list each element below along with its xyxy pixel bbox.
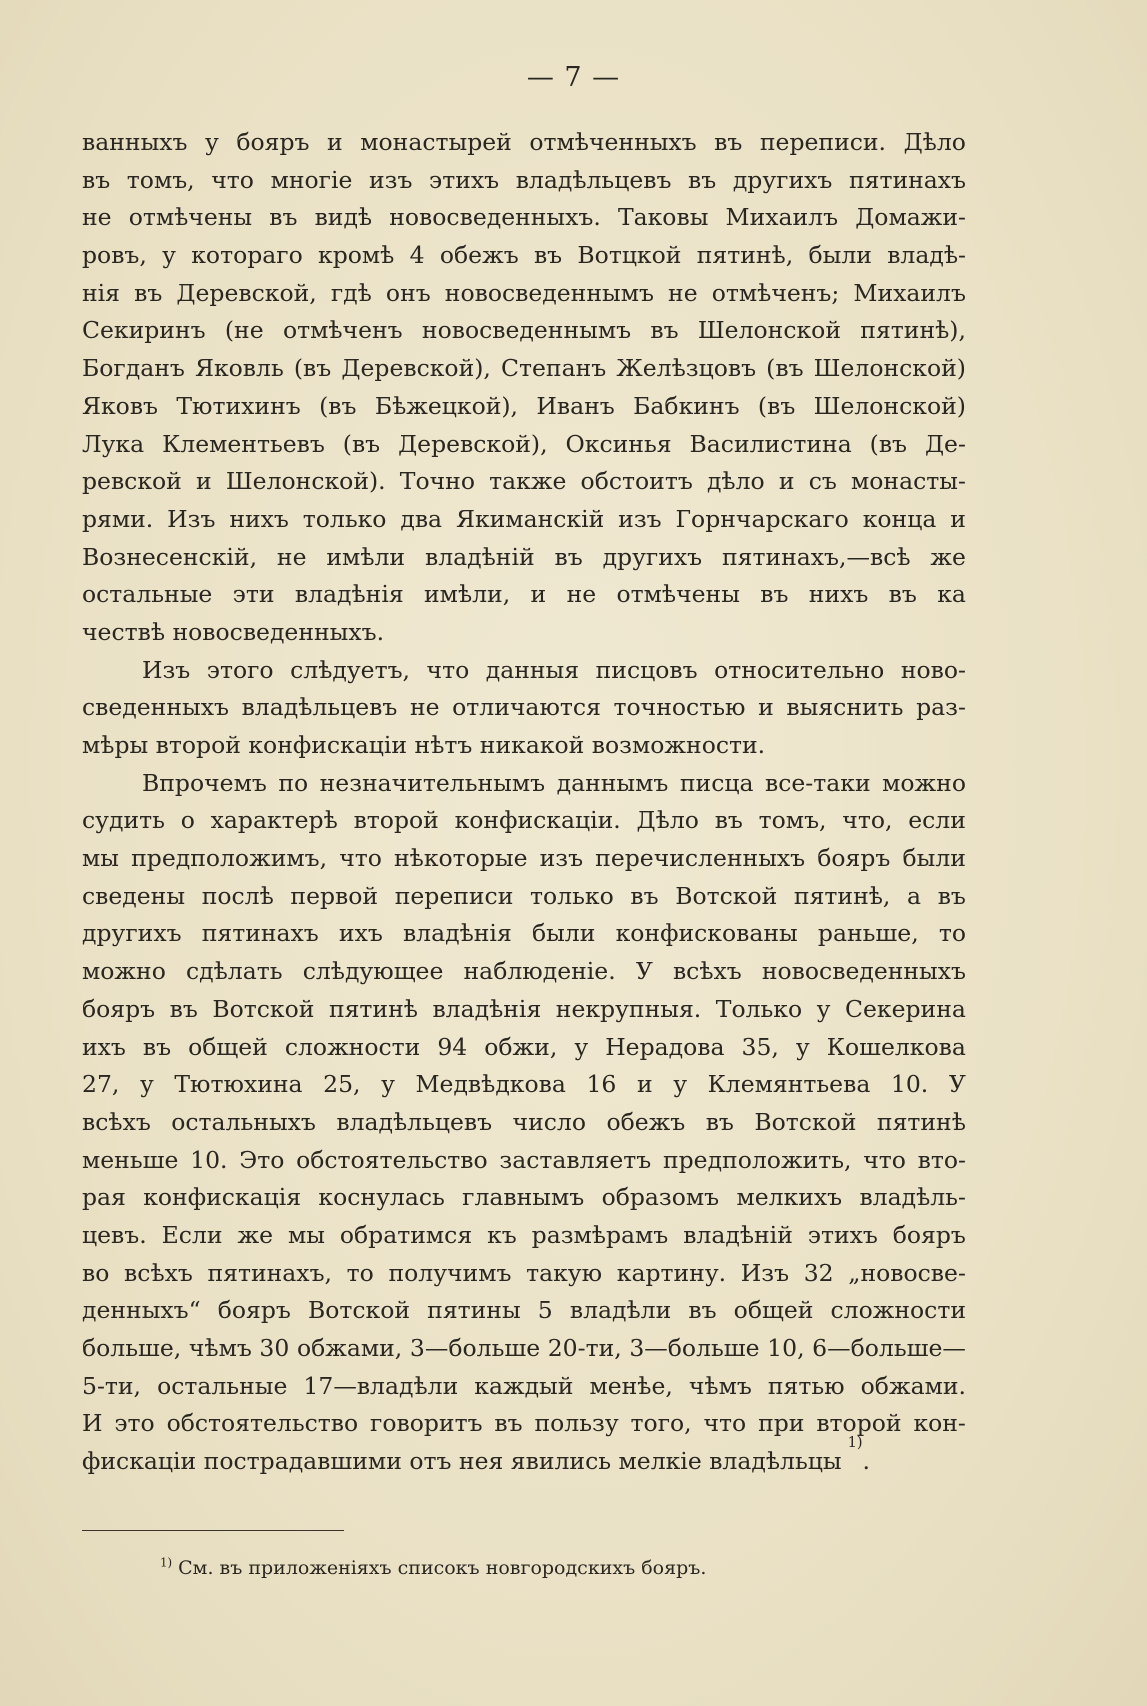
text-line (82, 1142, 966, 1180)
line-text: рая конфискація коснулась главнымъ образомъ мелкихъ владѣль- (82, 1183, 966, 1212)
text-line (82, 1104, 966, 1142)
line-text: Секиринъ (не отмѣченъ новосведеннымъ въ Шелонской пятинѣ), (82, 316, 966, 345)
line-text: сведенныхъ владѣльцевъ не отличаются точностью и выяснить раз- (82, 693, 966, 722)
text-line (82, 1292, 966, 1330)
line-text: въ томъ, что многіе изъ этихъ владѣльцевъ въ другихъ пятинахъ (82, 165, 966, 194)
text-line (82, 463, 966, 501)
text-line (82, 953, 966, 991)
line-text: мы предположимъ, что нѣкоторые изъ перечисленныхъ бояръ были (82, 844, 966, 873)
text-line (82, 765, 966, 803)
text-line (82, 426, 966, 464)
line-text: Впрочемъ по незначительнымъ даннымъ писца все-таки можно (142, 768, 966, 797)
text-line (82, 878, 966, 916)
line-text: Вознесенскій, не имѣли владѣній въ другихъ пятинахъ,—всѣ же (82, 542, 966, 571)
line-text: ванныхъ у бояръ и монастырей отмѣченныхъ въ переписи. Дѣло (82, 128, 966, 156)
line-text: больше, чѣмъ 30 обжами, 3—больше 20-ти, 3—больше 10, 6—больше— (82, 1334, 966, 1362)
line-text: И это обстоятельство говоритъ въ пользу того, что при второй кон- (82, 1409, 966, 1438)
text-line (82, 275, 966, 313)
footnote-marker: 1) (160, 1555, 173, 1570)
text-line (82, 840, 966, 878)
text-line (82, 802, 966, 840)
text-line (82, 1434, 966, 1481)
line-text: Богданъ Яковль (въ Деревской), Степанъ Желѣзцовъ (въ Шелонской) (82, 354, 966, 383)
text-line (82, 1368, 966, 1406)
text-line (82, 1179, 966, 1217)
line-text: Изъ этого слѣдуетъ, что данныя писцовъ относительно ново- (142, 655, 966, 684)
text-line (82, 162, 966, 200)
text-line (82, 501, 966, 539)
text-line (82, 1255, 966, 1293)
text-line (82, 199, 966, 237)
line-text: денныхъ“ бояръ Вотской пятины 5 владѣли въ общей сложности (82, 1296, 966, 1325)
line-text: 27, у Тютюхина 25, у Медвѣдкова 16 и у Клемянтьева 10. У (82, 1070, 966, 1099)
text-line (82, 237, 966, 275)
line-text: рями. Изъ нихъ только два Якиманскій изъ Горнчарскаго конца и (82, 504, 966, 533)
line-text: судить о характерѣ второй конфискаціи. Дѣло въ томъ, что, если (82, 806, 966, 835)
line-text: можно сдѣлать слѣдующее наблюденіе. У всѣхъ новосведенныхъ (82, 957, 966, 986)
line-text: сведены послѣ первой переписи только въ Вотской пятинѣ, а въ (82, 881, 966, 910)
page-number: — 7 — (526, 62, 621, 93)
line-text: остальные эти владѣнія имѣли, и не отмѣчены въ нихъ въ ка (82, 580, 966, 609)
text-line (82, 1217, 966, 1255)
line-text: другихъ пятинахъ ихъ владѣнія были конфискованы раньше, то (82, 919, 966, 948)
line-text: во всѣхъ пятинахъ, то получимъ такую картину. Изъ 32 „новосве- (82, 1258, 966, 1287)
line-text: Лука Клементьевъ (въ Деревской), Оксинья Василистина (въ Де- (82, 429, 966, 458)
line-text: цевъ. Если же мы обратимся къ размѣрамъ владѣній этихъ бояръ (82, 1220, 966, 1249)
line-text: ревской и Шелонской). Точно также обстоитъ дѣло и съ монасты- (82, 467, 966, 496)
line-text: нія въ Деревской, гдѣ онъ новосведеннымъ не отмѣченъ; Михаилъ (82, 278, 966, 307)
text-line (82, 388, 966, 426)
footnote-ref: 1) (847, 1434, 863, 1452)
line-text: чествѣ новосведенныхъ. (82, 617, 385, 646)
line-text: мѣры второй конфискаціи нѣтъ никакой возможности. (82, 731, 766, 759)
line-text: фискаціи пострадавшими отъ нея явились мелкіе владѣльцы (82, 1447, 842, 1476)
text-line (82, 727, 966, 765)
line-text: ихъ въ общей сложности 94 обжи, у Нерадова 35, у Кошелкова (82, 1032, 966, 1061)
footnote-text: См. въ приложеніяхъ списокъ новгородскихъ бояръ. (178, 1557, 707, 1579)
text-line (82, 689, 966, 727)
line-text: всѣхъ остальныхъ владѣльцевъ число обежъ въ Вотской пятинѣ (82, 1107, 966, 1136)
footnote (160, 1556, 706, 1580)
text-line (82, 1330, 966, 1368)
text-line (82, 1029, 966, 1067)
text-line (82, 350, 966, 388)
line-text: ровъ, у котораго кромѣ 4 обежъ въ Вотцкой пятинѣ, были владѣ- (82, 241, 966, 270)
text-line (82, 576, 966, 614)
line-text: меньше 10. Это обстоятельство заставляетъ предположить, что вто- (82, 1145, 966, 1174)
text-line (82, 1405, 966, 1443)
line-text: 5-ти, остальные 17—владѣли каждый менѣе, чѣмъ пятью обжами. (82, 1371, 966, 1400)
text-line (82, 991, 966, 1029)
text-line (82, 614, 966, 652)
line-text: не отмѣчены въ видѣ новосведенныхъ. Таковы Михаилъ Домажи- (82, 203, 966, 232)
line-text: бояръ въ Вотской пятинѣ владѣнія некрупныя. Только у Секерина (82, 994, 966, 1023)
text-line (82, 539, 966, 577)
text-line (82, 124, 966, 162)
line-tail: . (862, 1447, 870, 1476)
line-text: Яковъ Тютихинъ (въ Бѣжецкой), Иванъ Бабкинъ (въ Шелонской) (82, 391, 966, 420)
footnote-divider (82, 1530, 344, 1531)
body-text (82, 124, 966, 1481)
text-line (82, 312, 966, 350)
text-line (82, 1066, 966, 1104)
text-line (82, 652, 966, 690)
text-line (82, 915, 966, 953)
